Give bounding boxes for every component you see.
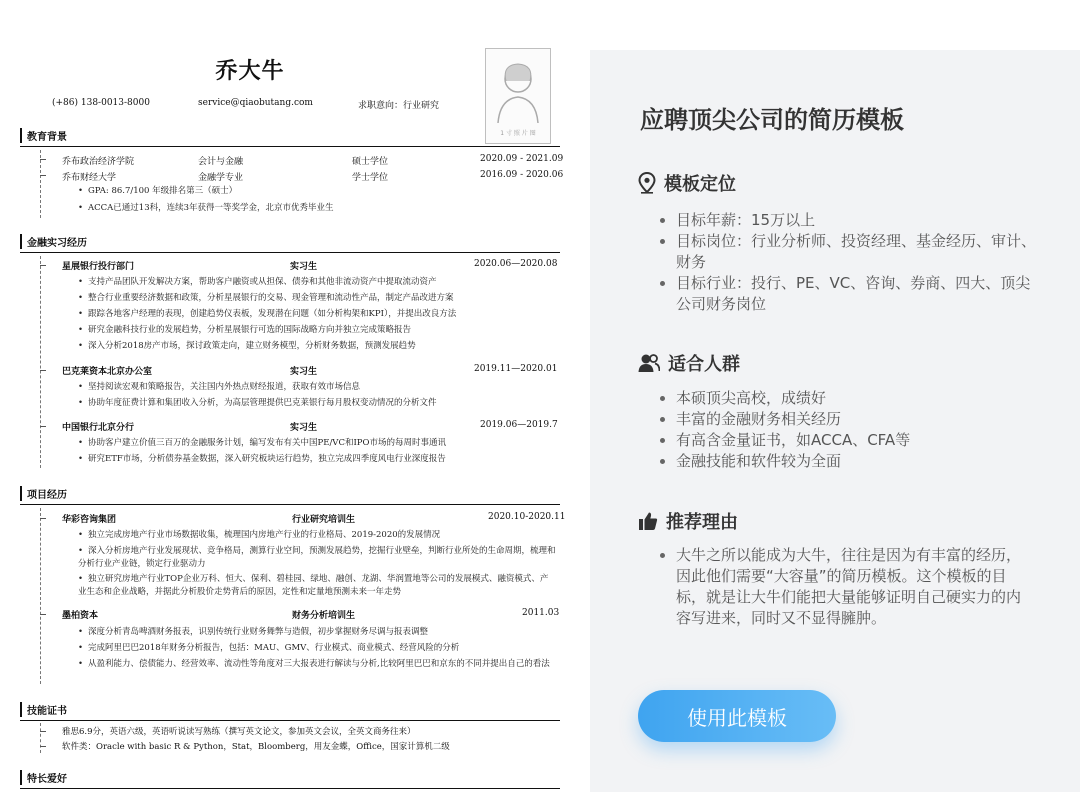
positioning-item: 目标行业：投行、PE、VC、咨询、券商、四大、顶尖公司财务岗位 <box>660 273 1040 315</box>
section-skills: 技能证书 <box>20 702 67 717</box>
job-org: 巴克莱资本北京办公室 <box>62 367 153 377</box>
project-role: 财务分析培训生 <box>292 611 356 621</box>
timeline-tick <box>40 426 46 427</box>
users-icon <box>638 353 660 373</box>
timeline-line <box>40 723 41 753</box>
reason-heading <box>638 508 738 534</box>
section-divider <box>20 504 560 505</box>
timeline-line <box>40 256 41 468</box>
portrait-icon <box>492 55 544 125</box>
section-finance: 金融实习经历 <box>20 234 87 249</box>
resume-phone: (+86) 138-0013-8000 <box>52 98 150 108</box>
audience-heading <box>638 350 740 376</box>
location-pin-icon <box>638 172 656 194</box>
edu-date: 2016.09 - 2020.06 <box>480 170 564 180</box>
job-org: 星展银行投行部门 <box>62 262 135 272</box>
job-bullet: • 研究金融科技行业的发展趋势，分析星展银行可选的国际战略方向并独立完成策略报告 <box>78 324 411 337</box>
job-bullet: • 支持产品团队开发解决方案，帮助客户融资或从担保、债券和其他非流动资产中提取流动资产 <box>78 276 437 289</box>
timeline-tick <box>40 370 46 371</box>
timeline-tick <box>40 731 46 732</box>
thumbs-up-icon <box>638 511 658 531</box>
timeline-line <box>40 150 41 218</box>
job-bullet: • 坚持阅读宏观和策略报告，关注国内外热点财经报道，获取有效市场信息 <box>78 381 360 394</box>
timeline-tick <box>40 746 46 747</box>
timeline-tick <box>40 175 46 176</box>
audience-item: 本硕顶尖高校，成绩好 <box>660 388 1040 409</box>
edu-bullet: • GPA: 86.7/100 年级排名第三（硕士） <box>78 185 237 198</box>
project-bullet: • 深入分析房地产行业发展现状、竞争格局，测算行业空间，预测发展趋势，挖掘行业壁垒，判断行业所处的生命周期，梳理和分析行业产业链，锁定行业驱动力 <box>78 545 556 571</box>
positioning-list <box>660 210 1040 315</box>
timeline-tick <box>40 265 46 266</box>
reason-list <box>660 545 1034 629</box>
audience-item: 有高含金量证书，如ACCA、CFA等 <box>660 430 1040 451</box>
section-divider <box>20 252 560 253</box>
section-education: 教育背景 <box>20 128 67 143</box>
job-role: 实习生 <box>290 262 318 272</box>
project-org: 华彩咨询集团 <box>62 515 117 525</box>
positioning-heading <box>638 170 736 196</box>
positioning-item: 目标年薪：15万以上 <box>660 210 1040 231</box>
reason-heading-text: 推荐理由 <box>666 512 738 533</box>
edu-degree: 硕士学位 <box>352 157 389 167</box>
job-org: 中国银行北京分行 <box>62 423 135 433</box>
job-bullet: • 协助客户建立价值三百万的金融服务计划，编写发布有关中国PE/VC和IPO市场的每周时事通讯 <box>78 437 446 450</box>
audience-item: 金融技能和软件较为全面 <box>660 451 1040 472</box>
section-divider <box>20 720 560 721</box>
project-bullet: • 独立完成房地产行业市场数据收集，梳理国内房地产行业的行业格局、2019-2020的发展情况 <box>78 529 440 542</box>
section-divider <box>20 788 560 789</box>
job-bullet: • 协助年度征费计算和集团收入分析，为高层管理提供巴克莱银行每月股权变动情况的分析文件 <box>78 397 437 410</box>
resume-intent: 求职意向：行业研究 <box>358 101 440 111</box>
edu-school: 乔布财经大学 <box>62 173 117 183</box>
job-bullet: • 跟踪各地客户经理的表现，创建趋势仪表板，发现潜在问题（如分析构架和KPI），并提出改良方法 <box>78 308 456 321</box>
section-projects: 项目经历 <box>20 486 67 501</box>
project-date: 2011.03 <box>522 608 560 618</box>
panel-top-strip <box>590 0 1080 50</box>
photo-caption: 1 寸 照 片 图 <box>500 130 536 137</box>
job-bullet: • 深入分析2018房产市场，探讨政策走向，建立财务模型，分析财务数据，预测发展趋势 <box>78 340 416 353</box>
timeline-line <box>40 508 41 684</box>
skill-line: 软件类：Oracle with basic R & Python，Stat，Bloomberg，用友金蝶，Office，国家计算机二级 <box>62 742 450 752</box>
positioning-heading-text: 模板定位 <box>664 174 736 195</box>
project-role: 行业研究培训生 <box>292 515 356 525</box>
edu-major: 会计与金融 <box>198 157 244 167</box>
job-role: 实习生 <box>290 423 318 433</box>
positioning-item: 目标岗位：行业分析师、投资经理、基金经历、审计、财务 <box>660 231 1040 273</box>
template-info-panel <box>590 0 1080 792</box>
job-bullet: • 研究ETF市场，分析债券基金数据，深入研究板块运行趋势，独立完成四季度风电行业深度报告 <box>78 453 446 466</box>
job-date: 2019.06—2019.7 <box>480 420 558 430</box>
template-title: 应聘顶尖公司的简历模板 <box>640 106 904 134</box>
edu-degree: 学士学位 <box>352 173 389 183</box>
project-bullet: • 深度分析青岛啤酒财务报表，识别传统行业财务舞弊与造假，初步掌握财务尽调与报表调整 <box>78 626 428 639</box>
resume-name: 乔大牛 <box>215 58 285 84</box>
job-role: 实习生 <box>290 367 318 377</box>
job-date: 2019.11—2020.01 <box>474 364 558 374</box>
job-bullet: • 整合行业重要经济数据和政策，分析星展银行的交易、现金管理和流动性产品，制定产品改进方案 <box>78 292 454 305</box>
edu-bullet: • ACCA已通过13科，连续3年获得一等奖学金，北京市优秀毕业生 <box>78 202 334 215</box>
edu-date: 2020.09 - 2021.09 <box>480 154 564 164</box>
reason-item: 大牛之所以能成为大牛，往往是因为有丰富的经历，因此他们需要“大容量”的简历模板。这个模板的目标，就是让大牛们能把大量能够证明自己硬实力的内容写进来，同时又不显得臃肿。 <box>660 545 1034 629</box>
job-date: 2020.06—2020.08 <box>474 259 558 269</box>
project-bullet: • 从盈利能力、偿债能力、经营效率、流动性等角度对三大报表进行解读与分析,比较阿里巴巴和京东的不同并提出自己的看法 <box>78 658 556 671</box>
skill-line: 雅思6.9分，英语六级，英语听说读写熟练（撰写英文论文，参加英文会议，全英文商务往来） <box>62 727 416 737</box>
resume-email: service@qiaobutang.com <box>198 98 313 108</box>
project-bullet: • 独立研究房地产行业TOP企业万科、恒大、保利、碧桂园、绿地、融创、龙湖、华润置地等公司的发展模式、融资模式、产业生态和企业战略，并据此分析股价走势背后的原因，定性和定量地预测未来一年走势 <box>78 573 556 599</box>
use-template-button[interactable]: 使用此模板 <box>638 690 836 742</box>
resume-photo <box>485 48 551 144</box>
project-bullet: • 完成阿里巴巴2018年财务分析报告，包括：MAU、GMV、行业模式、商业模式、经营风险的分析 <box>78 642 459 655</box>
section-hobby: 特长爱好 <box>20 770 67 785</box>
audience-item: 丰富的金融财务相关经历 <box>660 409 1040 430</box>
timeline-tick <box>40 159 46 160</box>
audience-heading-text: 适合人群 <box>668 354 740 375</box>
project-org: 墨柏资本 <box>62 611 99 621</box>
timeline-tick <box>40 614 46 615</box>
edu-major: 金融学专业 <box>198 173 244 183</box>
project-date: 2020.10-2020.11 <box>488 512 566 522</box>
timeline-tick <box>40 518 46 519</box>
section-divider <box>20 146 560 147</box>
audience-list <box>660 388 1040 472</box>
edu-school: 乔布政治经济学院 <box>62 157 135 167</box>
